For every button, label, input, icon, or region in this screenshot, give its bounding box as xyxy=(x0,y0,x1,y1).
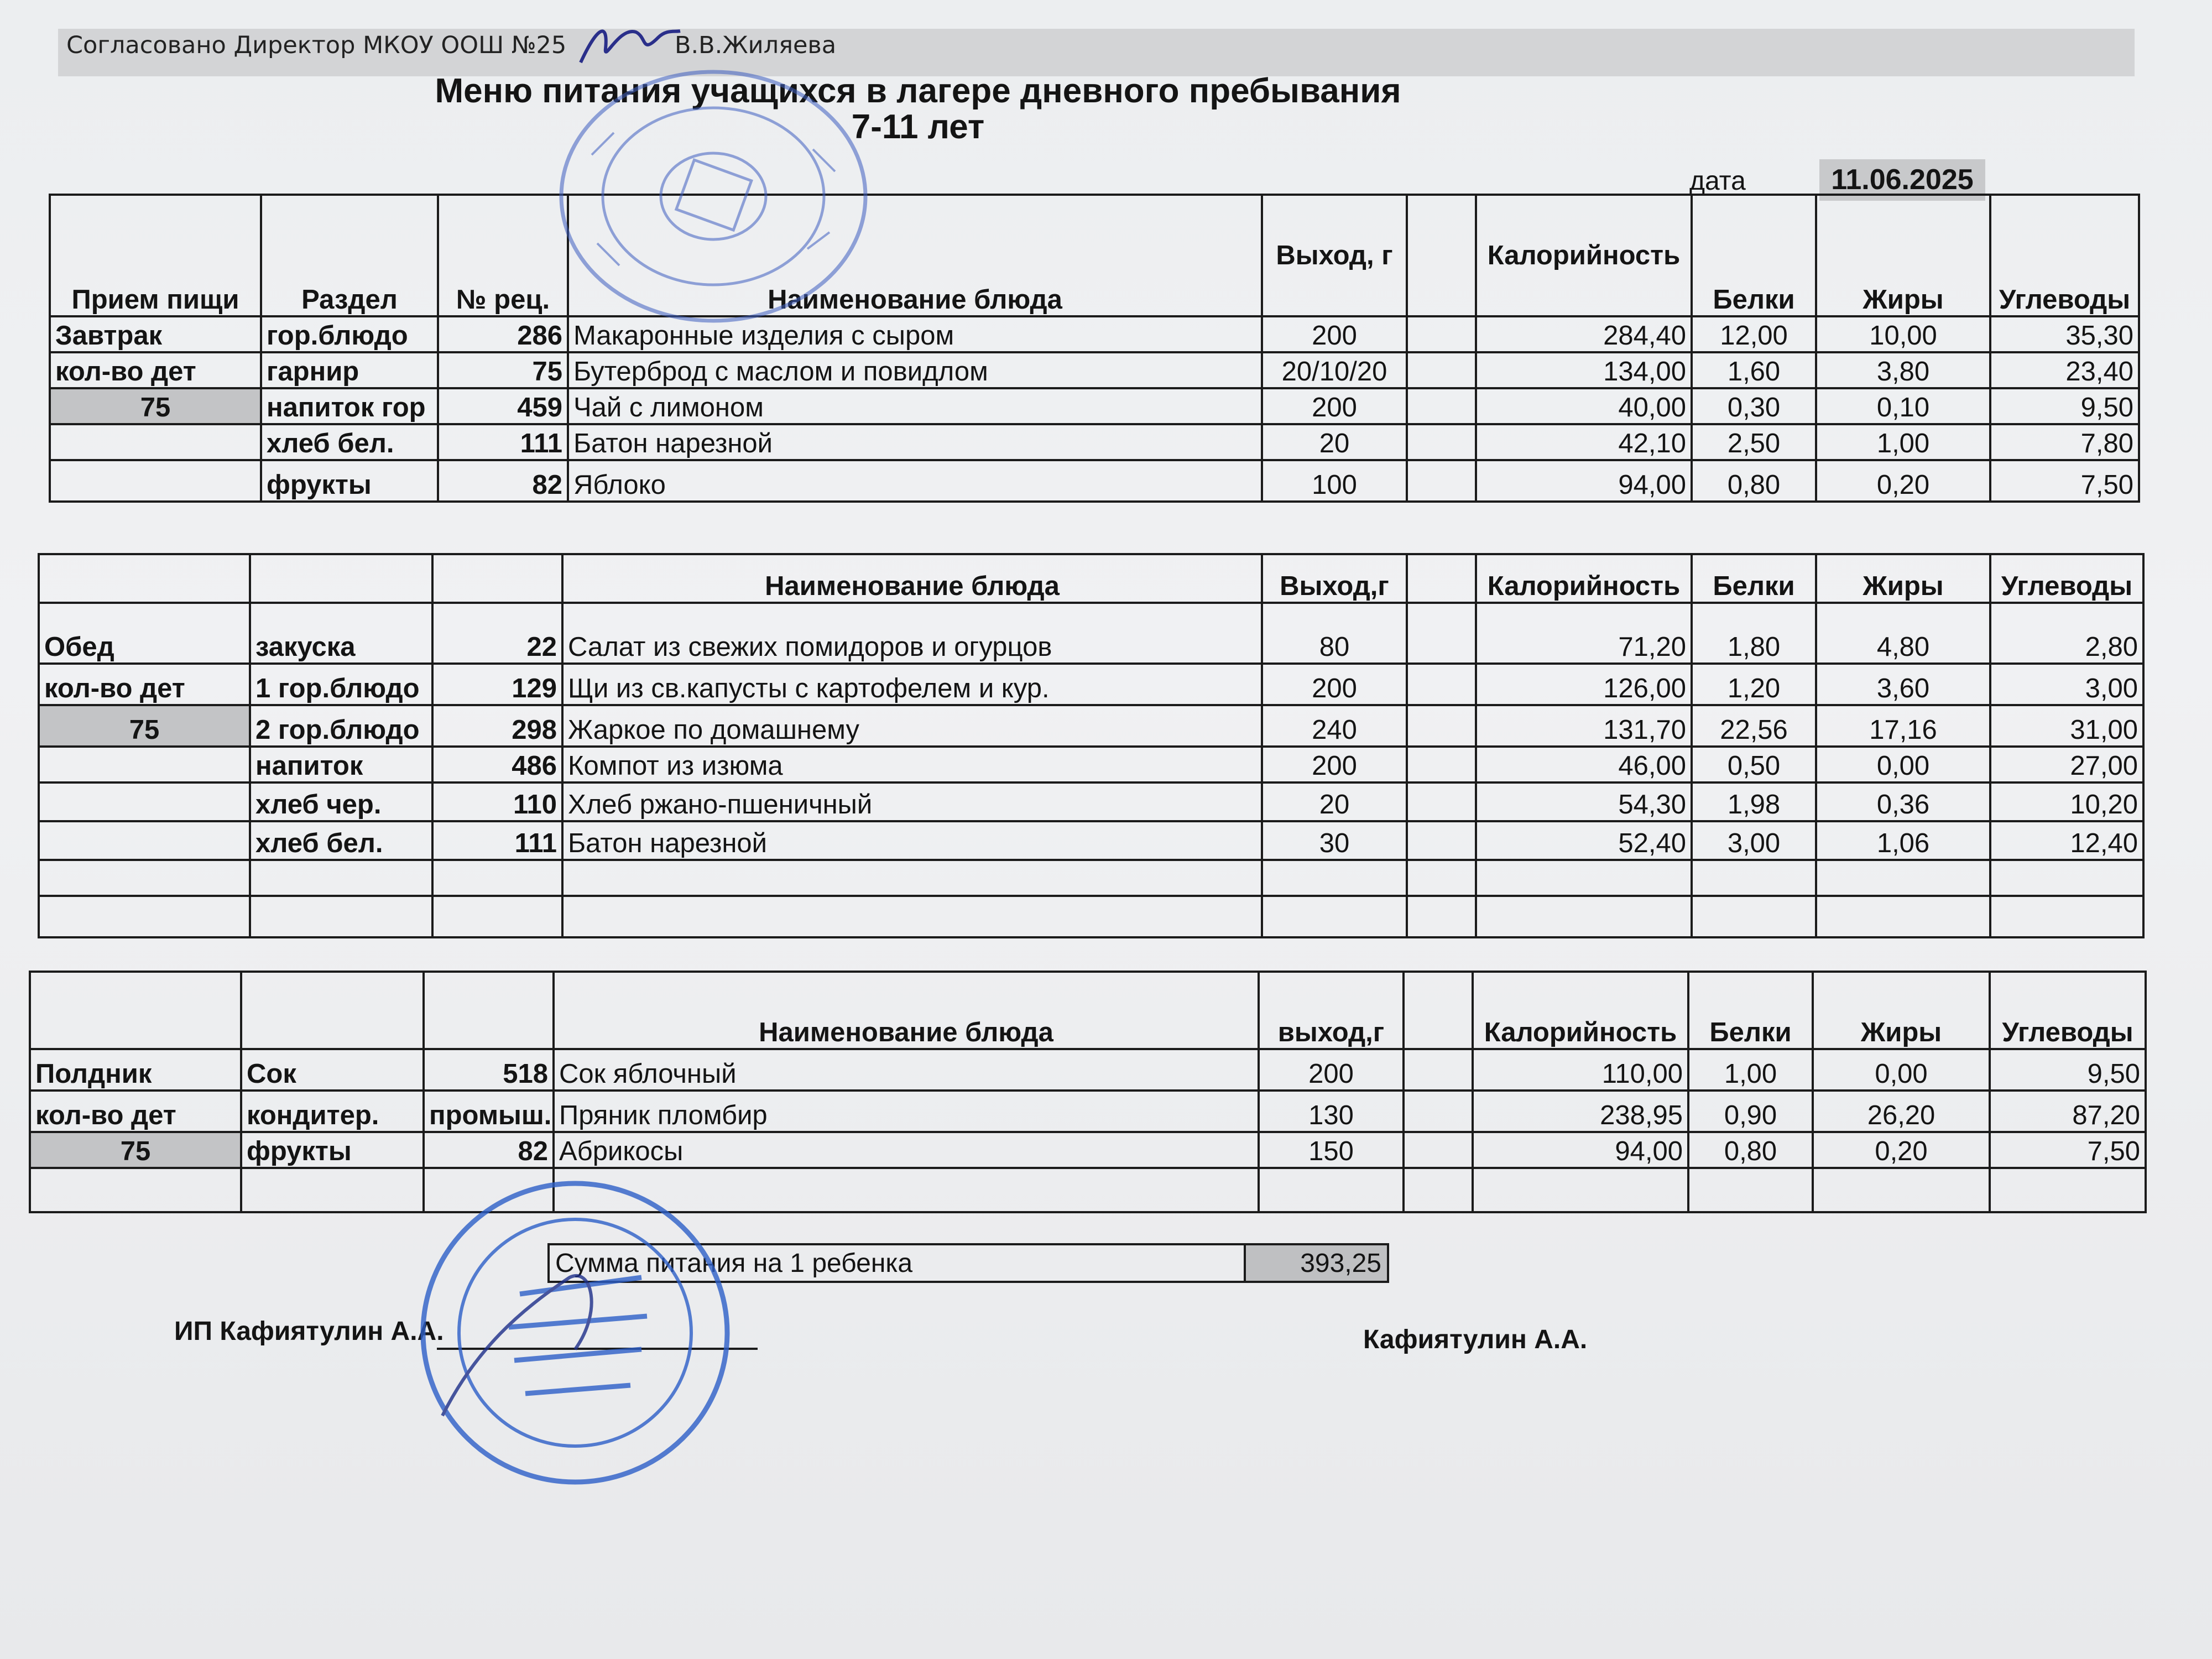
meal-cell: 75 xyxy=(50,388,261,424)
signature-right: Кафиятулин А.А. xyxy=(1363,1325,1588,1354)
lunch-row xyxy=(39,705,2143,747)
signature-left: ИП Кафиятулин А.А. xyxy=(174,1317,444,1346)
section-cell: 2 гор.блюдо xyxy=(250,705,432,747)
carbs-cell: 87,20 xyxy=(1990,1091,2146,1132)
section-cell xyxy=(241,1168,424,1212)
snack-header-row xyxy=(30,972,2146,1049)
fat-cell: 17,16 xyxy=(1816,705,1990,747)
col-yield: Выход, г xyxy=(1262,195,1407,316)
recipe-cell: 298 xyxy=(432,705,562,747)
meal-cell: кол-во дет xyxy=(30,1091,241,1132)
blank-cell xyxy=(1407,664,1476,705)
recipe-cell: 75 xyxy=(438,352,568,388)
yield-cell: 200 xyxy=(1262,664,1407,705)
lunch-row xyxy=(39,821,2143,860)
calories-cell: 40,00 xyxy=(1476,388,1692,424)
col-dish: Наименование блюда xyxy=(554,972,1259,1049)
blank-cell xyxy=(1407,424,1476,460)
approval-text: Согласовано Директор МКОУ ООШ №25 xyxy=(66,32,567,59)
protein-cell: 1,60 xyxy=(1692,352,1816,388)
yield-cell: 200 xyxy=(1262,316,1407,352)
carbs-cell: 12,40 xyxy=(1990,821,2143,860)
lunch-row xyxy=(39,664,2143,705)
yield-cell: 200 xyxy=(1262,747,1407,782)
recipe-cell: 518 xyxy=(424,1049,554,1091)
meal-cell xyxy=(39,821,250,860)
section-cell: кондитер. xyxy=(241,1091,424,1132)
summary-table xyxy=(547,1243,1389,1283)
dish-cell xyxy=(562,896,1262,937)
recipe-cell xyxy=(432,860,562,896)
fat-cell xyxy=(1816,860,1990,896)
carbs-cell: 7,80 xyxy=(1990,424,2139,460)
carbs-cell xyxy=(1990,860,2143,896)
calories-cell: 54,30 xyxy=(1476,782,1692,821)
col-carbs: Углеводы xyxy=(1990,554,2143,603)
calories-cell: 52,40 xyxy=(1476,821,1692,860)
col-fat: Жиры xyxy=(1816,554,1990,603)
col-calories: Калорийность xyxy=(1476,195,1692,316)
page-subtitle: 7-11 лет xyxy=(851,108,985,146)
section-cell: гор.блюдо xyxy=(261,316,438,352)
col-carbs: Углеводы xyxy=(1990,972,2146,1049)
yield-cell: 80 xyxy=(1262,603,1407,664)
col-recipe-empty xyxy=(424,972,554,1049)
col-protein: Белки xyxy=(1692,554,1816,603)
lunch-row xyxy=(39,782,2143,821)
snack-row xyxy=(30,1132,2146,1168)
carbs-cell xyxy=(1990,896,2143,937)
summary-value: 393,25 xyxy=(1245,1244,1388,1282)
lunch-header-row xyxy=(39,554,2143,603)
col-recipe: № рец. xyxy=(438,195,568,316)
section-cell: напиток xyxy=(250,747,432,782)
recipe-cell: 110 xyxy=(432,782,562,821)
snack-row xyxy=(30,1168,2146,1212)
col-fat: Жиры xyxy=(1816,195,1990,316)
carbs-cell: 35,30 xyxy=(1990,316,2139,352)
col-carbs: Углеводы xyxy=(1990,195,2139,316)
dish-cell: Батон нарезной xyxy=(568,424,1262,460)
protein-cell: 12,00 xyxy=(1692,316,1816,352)
recipe-cell: 82 xyxy=(424,1132,554,1168)
yield-cell: 20 xyxy=(1262,424,1407,460)
snack-rows xyxy=(30,1049,2146,1212)
col-meal-empty xyxy=(39,554,250,603)
blank-cell xyxy=(1407,821,1476,860)
meal-cell xyxy=(50,460,261,502)
col-calories: Калорийность xyxy=(1473,972,1688,1049)
blank-cell xyxy=(1407,747,1476,782)
col-calories: Калорийность xyxy=(1476,554,1692,603)
yield-cell: 200 xyxy=(1259,1049,1404,1091)
calories-cell: 94,00 xyxy=(1476,460,1692,502)
recipe-cell xyxy=(432,896,562,937)
fat-cell xyxy=(1816,896,1990,937)
meal-cell xyxy=(39,860,250,896)
col-dish: Наименование блюда xyxy=(562,554,1262,603)
approver-name: В.В.Жиляева xyxy=(675,32,837,59)
carbs-cell: 10,20 xyxy=(1990,782,2143,821)
meal-cell xyxy=(50,424,261,460)
meal-cell xyxy=(30,1168,241,1212)
section-cell xyxy=(250,896,432,937)
protein-cell xyxy=(1688,1168,1813,1212)
fat-cell: 0,36 xyxy=(1816,782,1990,821)
dish-cell: Компот из изюма xyxy=(562,747,1262,782)
carbs-cell: 2,80 xyxy=(1990,603,2143,664)
col-blank xyxy=(1404,972,1473,1049)
carbs-cell: 7,50 xyxy=(1990,1132,2146,1168)
breakfast-rows xyxy=(50,316,2139,502)
section-cell: хлеб чер. xyxy=(250,782,432,821)
fat-cell: 0,00 xyxy=(1816,747,1990,782)
fat-cell: 1,06 xyxy=(1816,821,1990,860)
recipe-cell: 111 xyxy=(438,424,568,460)
col-section-empty xyxy=(241,972,424,1049)
meal-cell: кол-во дет xyxy=(39,664,250,705)
summary-label: Сумма питания на 1 ребенка xyxy=(549,1244,1245,1282)
protein-cell: 1,00 xyxy=(1688,1049,1813,1091)
blank-cell xyxy=(1407,352,1476,388)
fat-cell: 3,60 xyxy=(1816,664,1990,705)
carbs-cell: 27,00 xyxy=(1990,747,2143,782)
yield-cell: 20/10/20 xyxy=(1262,352,1407,388)
carbs-cell xyxy=(1990,1168,2146,1212)
calories-cell: 46,00 xyxy=(1476,747,1692,782)
blank-cell xyxy=(1407,860,1476,896)
lunch-rows xyxy=(39,603,2143,937)
protein-cell: 1,80 xyxy=(1692,603,1816,664)
col-recipe-empty xyxy=(432,554,562,603)
dish-cell: Макаронные изделия с сыром xyxy=(568,316,1262,352)
calories-cell xyxy=(1473,1168,1688,1212)
lunch-row xyxy=(39,603,2143,664)
protein-cell: 22,56 xyxy=(1692,705,1816,747)
breakfast-row xyxy=(50,352,2139,388)
col-meal-empty xyxy=(30,972,241,1049)
fat-cell: 0,20 xyxy=(1813,1132,1990,1168)
entrepreneur-stamp xyxy=(409,1167,741,1499)
meal-cell: Полдник xyxy=(30,1049,241,1091)
dish-cell: Жаркое по домашнему xyxy=(562,705,1262,747)
page-title: Меню питания учащихся в лагере дневного пребывания xyxy=(435,72,1401,110)
recipe-cell: 111 xyxy=(432,821,562,860)
col-section-empty xyxy=(250,554,432,603)
breakfast-table xyxy=(49,194,2140,503)
protein-cell: 0,90 xyxy=(1688,1091,1813,1132)
yield-cell: 100 xyxy=(1262,460,1407,502)
yield-cell: 20 xyxy=(1262,782,1407,821)
fat-cell: 0,10 xyxy=(1816,388,1990,424)
protein-cell: 0,30 xyxy=(1692,388,1816,424)
yield-cell: 200 xyxy=(1262,388,1407,424)
signature-line xyxy=(437,1348,758,1350)
blank-cell xyxy=(1407,782,1476,821)
dish-cell: Пряник пломбир xyxy=(554,1091,1259,1132)
protein-cell xyxy=(1692,860,1816,896)
col-meal: Прием пищи xyxy=(50,195,261,316)
lunch-row xyxy=(39,896,2143,937)
meal-cell xyxy=(39,747,250,782)
breakfast-row xyxy=(50,316,2139,352)
calories-cell: 238,95 xyxy=(1473,1091,1688,1132)
fat-cell: 26,20 xyxy=(1813,1091,1990,1132)
section-cell: фрукты xyxy=(241,1132,424,1168)
meal-cell: Завтрак xyxy=(50,316,261,352)
blank-cell xyxy=(1404,1049,1473,1091)
blank-cell xyxy=(1407,705,1476,747)
blank-cell xyxy=(1407,603,1476,664)
lunch-row xyxy=(39,747,2143,782)
dish-cell: Хлеб ржано-пшеничный xyxy=(562,782,1262,821)
date-label: дата xyxy=(1689,166,1746,196)
snack-row xyxy=(30,1049,2146,1091)
col-blank xyxy=(1407,195,1476,316)
carbs-cell: 9,50 xyxy=(1990,388,2139,424)
section-cell: хлеб бел. xyxy=(261,424,438,460)
blank-cell xyxy=(1407,388,1476,424)
protein-cell: 2,50 xyxy=(1692,424,1816,460)
breakfast-row xyxy=(50,424,2139,460)
protein-cell: 3,00 xyxy=(1692,821,1816,860)
snack-table xyxy=(29,971,2147,1213)
col-blank xyxy=(1407,554,1476,603)
recipe-cell: 22 xyxy=(432,603,562,664)
blank-cell xyxy=(1404,1168,1473,1212)
recipe-cell: промыш. xyxy=(424,1091,554,1132)
meal-cell xyxy=(39,896,250,937)
section-cell: фрукты xyxy=(261,460,438,502)
section-cell: гарнир xyxy=(261,352,438,388)
dish-cell: Салат из свежих помидоров и огурцов xyxy=(562,603,1262,664)
fat-cell: 1,00 xyxy=(1816,424,1990,460)
col-yield: выход,г xyxy=(1259,972,1404,1049)
fat-cell: 4,80 xyxy=(1816,603,1990,664)
dish-cell: Яблоко xyxy=(568,460,1262,502)
yield-cell xyxy=(1259,1168,1404,1212)
col-yield: Выход,г xyxy=(1262,554,1407,603)
meal-cell: 75 xyxy=(30,1132,241,1168)
breakfast-header-row xyxy=(50,195,2139,316)
calories-cell: 126,00 xyxy=(1476,664,1692,705)
yield-cell: 240 xyxy=(1262,705,1407,747)
yield-cell xyxy=(1262,896,1407,937)
lunch-row xyxy=(39,860,2143,896)
breakfast-row xyxy=(50,460,2139,502)
recipe-cell: 459 xyxy=(438,388,568,424)
section-cell: напиток гор xyxy=(261,388,438,424)
breakfast-row xyxy=(50,388,2139,424)
meal-cell: Обед xyxy=(39,603,250,664)
yield-cell: 30 xyxy=(1262,821,1407,860)
blank-cell xyxy=(1404,1091,1473,1132)
col-protein: Белки xyxy=(1688,972,1813,1049)
date-value: 11.06.2025 xyxy=(1819,159,1985,201)
col-fat: Жиры xyxy=(1813,972,1990,1049)
meal-cell: кол-во дет xyxy=(50,352,261,388)
fat-cell: 10,00 xyxy=(1816,316,1990,352)
fat-cell: 0,20 xyxy=(1816,460,1990,502)
recipe-cell: 286 xyxy=(438,316,568,352)
calories-cell: 42,10 xyxy=(1476,424,1692,460)
protein-cell: 0,80 xyxy=(1688,1132,1813,1168)
section-cell: хлеб бел. xyxy=(250,821,432,860)
carbs-cell: 7,50 xyxy=(1990,460,2139,502)
carbs-cell: 31,00 xyxy=(1990,705,2143,747)
col-section: Раздел xyxy=(261,195,438,316)
col-protein: Белки xyxy=(1692,195,1816,316)
calories-cell xyxy=(1476,860,1692,896)
protein-cell: 1,98 xyxy=(1692,782,1816,821)
recipe-cell: 82 xyxy=(438,460,568,502)
calories-cell: 110,00 xyxy=(1473,1049,1688,1091)
dish-cell: Щи из св.капусты с картофелем и кур. xyxy=(562,664,1262,705)
dish-cell: Абрикосы xyxy=(554,1132,1259,1168)
protein-cell xyxy=(1692,896,1816,937)
protein-cell: 1,20 xyxy=(1692,664,1816,705)
blank-cell xyxy=(1407,460,1476,502)
carbs-cell: 23,40 xyxy=(1990,352,2139,388)
carbs-cell: 9,50 xyxy=(1990,1049,2146,1091)
yield-cell xyxy=(1262,860,1407,896)
dish-cell xyxy=(562,860,1262,896)
calories-cell: 71,20 xyxy=(1476,603,1692,664)
section-cell: закуска xyxy=(250,603,432,664)
section-cell xyxy=(250,860,432,896)
dish-cell xyxy=(554,1168,1259,1212)
calories-cell: 94,00 xyxy=(1473,1132,1688,1168)
recipe-cell: 129 xyxy=(432,664,562,705)
meal-cell: 75 xyxy=(39,705,250,747)
calories-cell xyxy=(1476,896,1692,937)
blank-cell xyxy=(1404,1132,1473,1168)
blank-cell xyxy=(1407,316,1476,352)
fat-cell: 3,80 xyxy=(1816,352,1990,388)
section-cell: Сок xyxy=(241,1049,424,1091)
recipe-cell: 486 xyxy=(432,747,562,782)
yield-cell: 150 xyxy=(1259,1132,1404,1168)
recipe-cell xyxy=(424,1168,554,1212)
carbs-cell: 3,00 xyxy=(1990,664,2143,705)
calories-cell: 134,00 xyxy=(1476,352,1692,388)
section-cell: 1 гор.блюдо xyxy=(250,664,432,705)
yield-cell: 130 xyxy=(1259,1091,1404,1132)
lunch-table xyxy=(38,553,2145,938)
dish-cell: Сок яблочный xyxy=(554,1049,1259,1091)
dish-cell: Бутерброд с маслом и повидлом xyxy=(568,352,1262,388)
protein-cell: 0,50 xyxy=(1692,747,1816,782)
meal-cell xyxy=(39,782,250,821)
protein-cell: 0,80 xyxy=(1692,460,1816,502)
col-dish: Наименование блюда xyxy=(568,195,1262,316)
calories-cell: 131,70 xyxy=(1476,705,1692,747)
fat-cell: 0,00 xyxy=(1813,1049,1990,1091)
dish-cell: Чай с лимоном xyxy=(568,388,1262,424)
calories-cell: 284,40 xyxy=(1476,316,1692,352)
blank-cell xyxy=(1407,896,1476,937)
fat-cell xyxy=(1813,1168,1990,1212)
dish-cell: Батон нарезной xyxy=(562,821,1262,860)
snack-row xyxy=(30,1091,2146,1132)
